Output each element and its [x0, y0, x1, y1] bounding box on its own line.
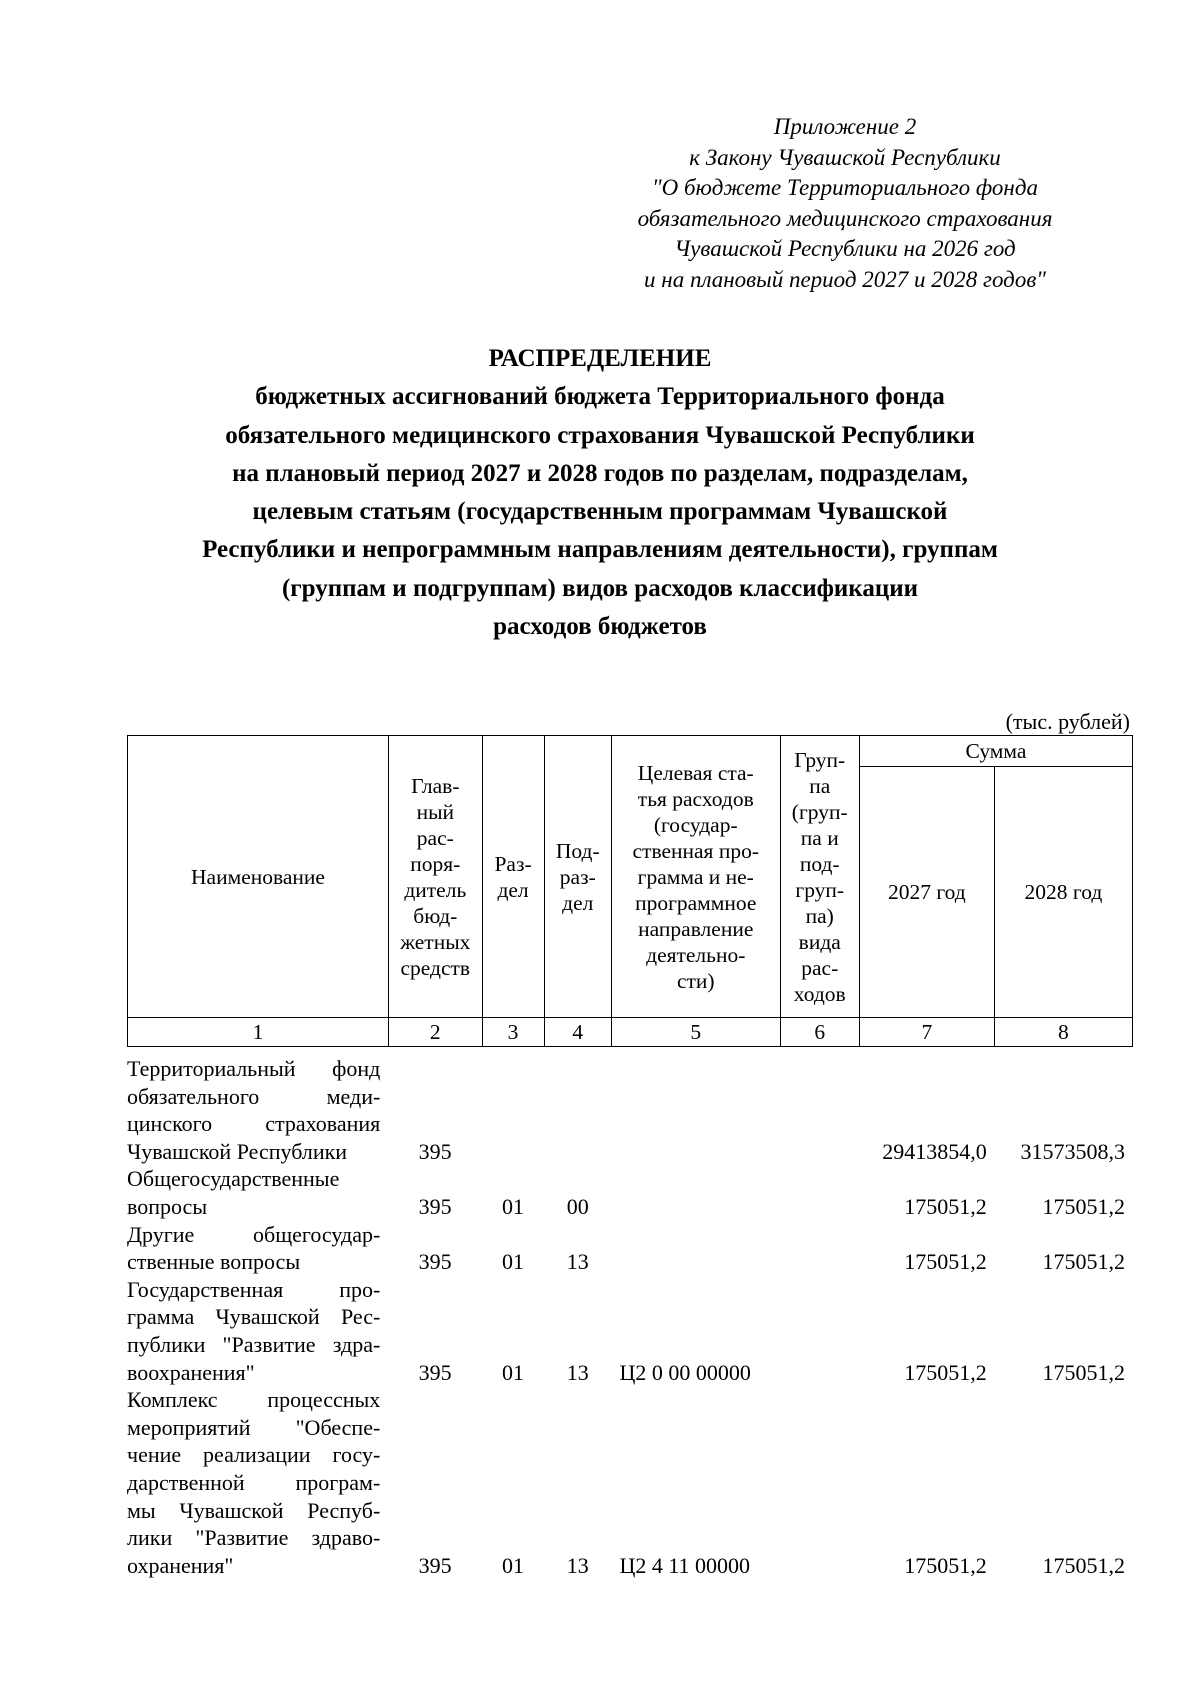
column-number: 6	[780, 1018, 859, 1047]
header-label-line: программное	[635, 890, 757, 915]
row-grbs: 395	[418, 1359, 452, 1385]
row-razdel: 01	[501, 1193, 524, 1219]
row-name-line: вопросы	[127, 1193, 208, 1219]
row-razdel: 01	[501, 1359, 524, 1385]
column-number: 8	[994, 1018, 1132, 1047]
row-name-line: ственные вопросы	[127, 1249, 301, 1275]
row-razdel: 01	[501, 1249, 524, 1275]
row-name-line: цинского страхования	[127, 1111, 381, 1137]
row-target-article: Ц2 4 11 00000	[619, 1552, 751, 1578]
header-name: Наименование	[128, 736, 389, 1018]
row-target-article	[611, 1055, 780, 1165]
header-label-line: средств	[400, 955, 471, 980]
row-name-line: грамма Чувашской Рес-	[127, 1304, 381, 1330]
row-sum-2028: 175051,2	[1042, 1249, 1125, 1275]
header-label-line: Груп-	[794, 747, 846, 772]
row-name	[127, 1055, 388, 1165]
header-label-line: под-	[799, 851, 840, 876]
header-label-line: деятельно-	[646, 942, 746, 967]
title-line: (группам и подгруппам) видов расходов классификации	[281, 574, 919, 602]
row-name	[127, 1165, 388, 1220]
header-label-line: поря-	[410, 851, 461, 876]
header-label-line: раз-	[559, 864, 596, 889]
row-target-article	[611, 1221, 780, 1276]
appendix-line: Приложение 2	[773, 114, 917, 139]
column-numbers-row	[128, 1018, 1133, 1047]
document-title	[180, 340, 1020, 646]
column-number: 4	[544, 1018, 611, 1047]
row-podrazdel: 13	[566, 1552, 589, 1578]
table-header	[127, 735, 1133, 1047]
header-label-line: (груп-	[791, 799, 848, 824]
row-sum-2027: 175051,2	[904, 1193, 987, 1219]
row-sum-2028: 175051,2	[1042, 1193, 1125, 1219]
row-name-line: мероприятий "Обеспе-	[127, 1414, 381, 1440]
row-target-article	[611, 1165, 780, 1220]
row-expense-group	[780, 1386, 859, 1579]
header-2028: 2028 год	[994, 767, 1132, 1018]
column-number: 1	[128, 1018, 389, 1047]
row-grbs: 395	[418, 1249, 452, 1275]
header-label-line: Глав-	[411, 773, 460, 798]
row-target-article: Ц2 0 00 00000	[619, 1359, 751, 1385]
title-line: целевым статьям (государственным программам Чувашской	[252, 498, 948, 526]
header-label-line: груп-	[795, 877, 845, 902]
row-name-line: охранения"	[127, 1552, 234, 1578]
table-row	[127, 1165, 1133, 1220]
appendix-line: "О бюджете Территориального фонда	[652, 175, 1038, 200]
row-name-line: обязательного меди-	[127, 1083, 381, 1109]
row-name	[127, 1386, 388, 1579]
header-2027: 2027 год	[859, 767, 994, 1018]
appendix-line: и на плановый период 2027 и 2028 годов"	[644, 266, 1046, 292]
row-name-line: публики "Развитие здра-	[127, 1331, 381, 1357]
header-label-line: (государ-	[653, 812, 738, 837]
column-number: 2	[389, 1018, 483, 1047]
row-grbs: 395	[418, 1138, 452, 1164]
title-line: Республики и непрограммным направлениям деятельности), группам	[202, 536, 998, 564]
row-name-line: чение реализации госу-	[127, 1442, 381, 1468]
header-label-line: бюд-	[413, 903, 458, 928]
header-label-line: рас-	[801, 955, 839, 980]
header-label-line: Раз-	[494, 851, 532, 876]
row-sum-2028: 31573508,3	[1020, 1138, 1125, 1164]
row-name-line: воохранения"	[127, 1359, 255, 1385]
header-label-line: грамма и не-	[637, 864, 754, 889]
header-label-line: па и	[800, 825, 839, 850]
title-line: на плановый период 2027 и 2028 годов по разделам, подразделам,	[232, 459, 968, 487]
row-sum-2027: 29413854,0	[882, 1138, 987, 1164]
header-label-line: вида	[798, 929, 841, 954]
table-row	[127, 1221, 1133, 1276]
header-label-line: дел	[562, 890, 594, 915]
row-name-line: Чувашской Республики	[127, 1138, 348, 1164]
header-label-line: тья расходов	[637, 786, 754, 811]
header-label-line: жетных	[400, 929, 471, 954]
table-row	[127, 1055, 1133, 1165]
row-razdel: 01	[501, 1552, 524, 1578]
row-sum-2028: 175051,2	[1042, 1359, 1125, 1385]
row-name-line: Комплекс процессных	[127, 1387, 381, 1413]
header-grbs	[389, 736, 483, 1018]
row-name-line: лики "Развитие здраво-	[127, 1525, 381, 1551]
header-label-line: Под-	[555, 838, 600, 863]
budget-table-body	[127, 1055, 1133, 1579]
appendix-line: Чувашской Республики на 2026 год	[674, 236, 1016, 261]
title-line: РАСПРЕДЕЛЕНИЕ	[488, 345, 712, 372]
header-target-article	[611, 736, 780, 1018]
row-name-line: мы Чувашской Респуб-	[127, 1497, 381, 1523]
table-row	[127, 1276, 1133, 1386]
units-label: (тыс. рублей)	[1005, 709, 1130, 734]
header-label-line: па)	[805, 903, 834, 928]
row-expense-group	[780, 1221, 859, 1276]
header-label-line: дел	[497, 877, 529, 902]
header-label-line: ный	[416, 799, 455, 824]
table-row	[127, 1386, 1133, 1579]
header-expense-group	[780, 736, 859, 1018]
header-label-line: направление	[638, 916, 754, 941]
row-name-line: Другие общегосудар-	[127, 1221, 381, 1247]
row-name	[127, 1221, 388, 1276]
appendix-line: обязательного медицинского страхования	[637, 205, 1053, 231]
column-number: 3	[482, 1018, 544, 1047]
title-line: расходов бюджетов	[493, 613, 707, 641]
row-sum-2027: 175051,2	[904, 1359, 987, 1385]
appendix-line: к Закону Чувашской Республики	[689, 144, 1001, 170]
row-sum-2028: 175051,2	[1042, 1552, 1125, 1578]
row-podrazdel: 13	[566, 1359, 589, 1385]
row-sum-2027: 175051,2	[904, 1552, 987, 1578]
header-label-line: Целевая ста-	[637, 760, 754, 785]
row-podrazdel: 13	[566, 1249, 589, 1275]
header-sum: Сумма	[859, 736, 1132, 767]
row-name-line: Территориальный фонд	[127, 1056, 381, 1081]
header-label-line: рас-	[416, 825, 454, 850]
row-grbs: 395	[418, 1552, 452, 1578]
title-line: обязательного медицинского страхования Чувашской Республики	[225, 421, 975, 449]
column-number: 5	[611, 1018, 780, 1047]
row-razdel	[482, 1055, 544, 1165]
row-expense-group	[780, 1276, 859, 1386]
header-label-line: ственная про-	[632, 838, 759, 863]
row-name-line: дарственной програм-	[127, 1469, 381, 1495]
header-label-line: па	[809, 773, 831, 798]
title-line: бюджетных ассигнований бюджета Территориального фонда	[255, 383, 945, 411]
row-name-line: Общегосударственные	[127, 1166, 340, 1192]
header-label-line: дитель	[404, 877, 467, 902]
row-podrazdel: 00	[566, 1193, 589, 1219]
header-podrazdel	[544, 736, 611, 1018]
header-razdel	[482, 736, 544, 1018]
row-name-line: Государственная про-	[127, 1276, 381, 1302]
row-podrazdel	[544, 1055, 612, 1165]
row-sum-2027: 175051,2	[904, 1249, 987, 1275]
row-grbs: 395	[418, 1193, 452, 1219]
appendix-note	[600, 112, 1090, 295]
row-expense-group	[780, 1055, 859, 1165]
header-label-line: сти)	[676, 968, 715, 993]
header-label-line: ходов	[793, 981, 846, 1006]
row-name	[127, 1276, 388, 1386]
column-number: 7	[859, 1018, 994, 1047]
row-expense-group	[780, 1165, 859, 1220]
